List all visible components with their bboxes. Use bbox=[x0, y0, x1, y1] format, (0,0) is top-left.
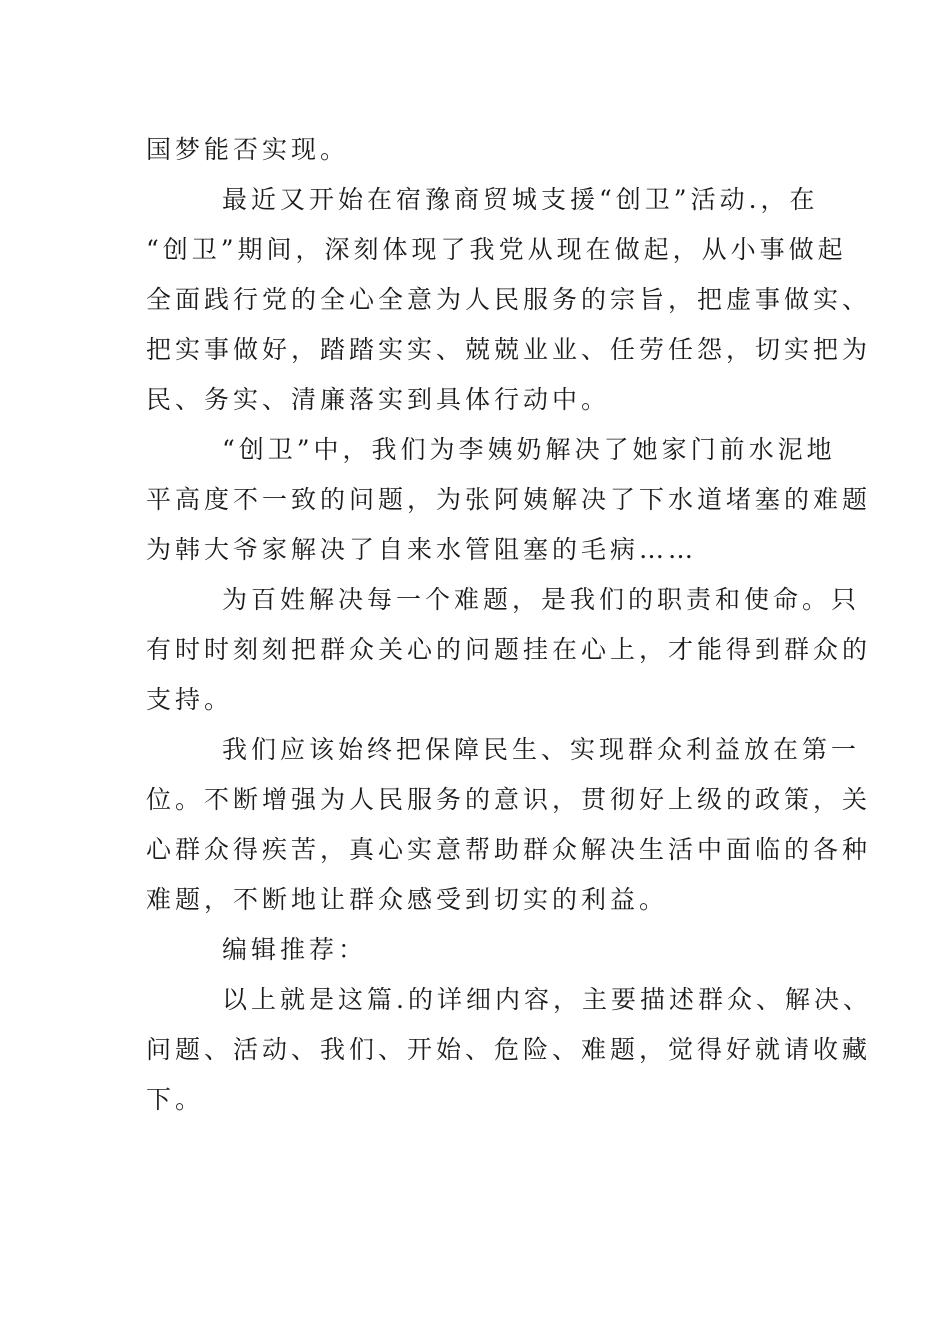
text-line: “创卫”中，我们为李姨奶解决了她家门前水泥地 bbox=[222, 435, 836, 464]
text-line: 心群众得疾苦，真心实意帮助群众解决生活中面临的各种 bbox=[146, 835, 872, 864]
text-line: 支持。 bbox=[146, 685, 234, 714]
text-line: 民、务实、清廉落实到具体行动中。 bbox=[146, 385, 611, 414]
text-line: 最近又开始在宿豫商贸城支援“创卫”活动.，在 bbox=[222, 185, 819, 214]
text-line: 有时时刻刻把群众关心的问题挂在心上，才能得到群众的 bbox=[146, 635, 872, 664]
text-line: 为韩大爷家解决了自来水管阻塞的毛病…… bbox=[146, 535, 698, 564]
text-line: 难题，不断地让群众感受到切实的利益。 bbox=[146, 885, 669, 914]
text-line: 下。 bbox=[146, 1085, 205, 1114]
text-line: 全面践行党的全心全意为人民服务的宗旨，把虚事做实、 bbox=[146, 285, 872, 314]
section-heading: 编辑推荐： bbox=[222, 935, 368, 964]
text-line: 我们应该始终把保障民生、实现群众利益放在第一 bbox=[222, 735, 861, 764]
text-line: 位。不断增强为人民服务的意识，贯彻好上级的政策，关 bbox=[146, 785, 872, 814]
text-line: “创卫”期间，深刻体现了我党从现在做起，从小事做起 bbox=[146, 235, 847, 264]
text-line: 为百姓解决每一个难题，是我们的职责和使命。只 bbox=[222, 585, 861, 614]
text-line: 问题、活动、我们、开始、危险、难题，觉得好就请收藏 bbox=[146, 1035, 872, 1064]
text-line: 以上就是这篇.的详细内容，主要描述群众、解决、 bbox=[222, 985, 872, 1014]
text-line: 把实事做好，踏踏实实、兢兢业业、任劳任怨，切实把为 bbox=[146, 335, 872, 364]
text-line: 平高度不一致的问题，为张阿姨解决了下水道堵塞的难题 bbox=[146, 485, 872, 514]
text-line: 国梦能否实现。 bbox=[146, 135, 350, 164]
